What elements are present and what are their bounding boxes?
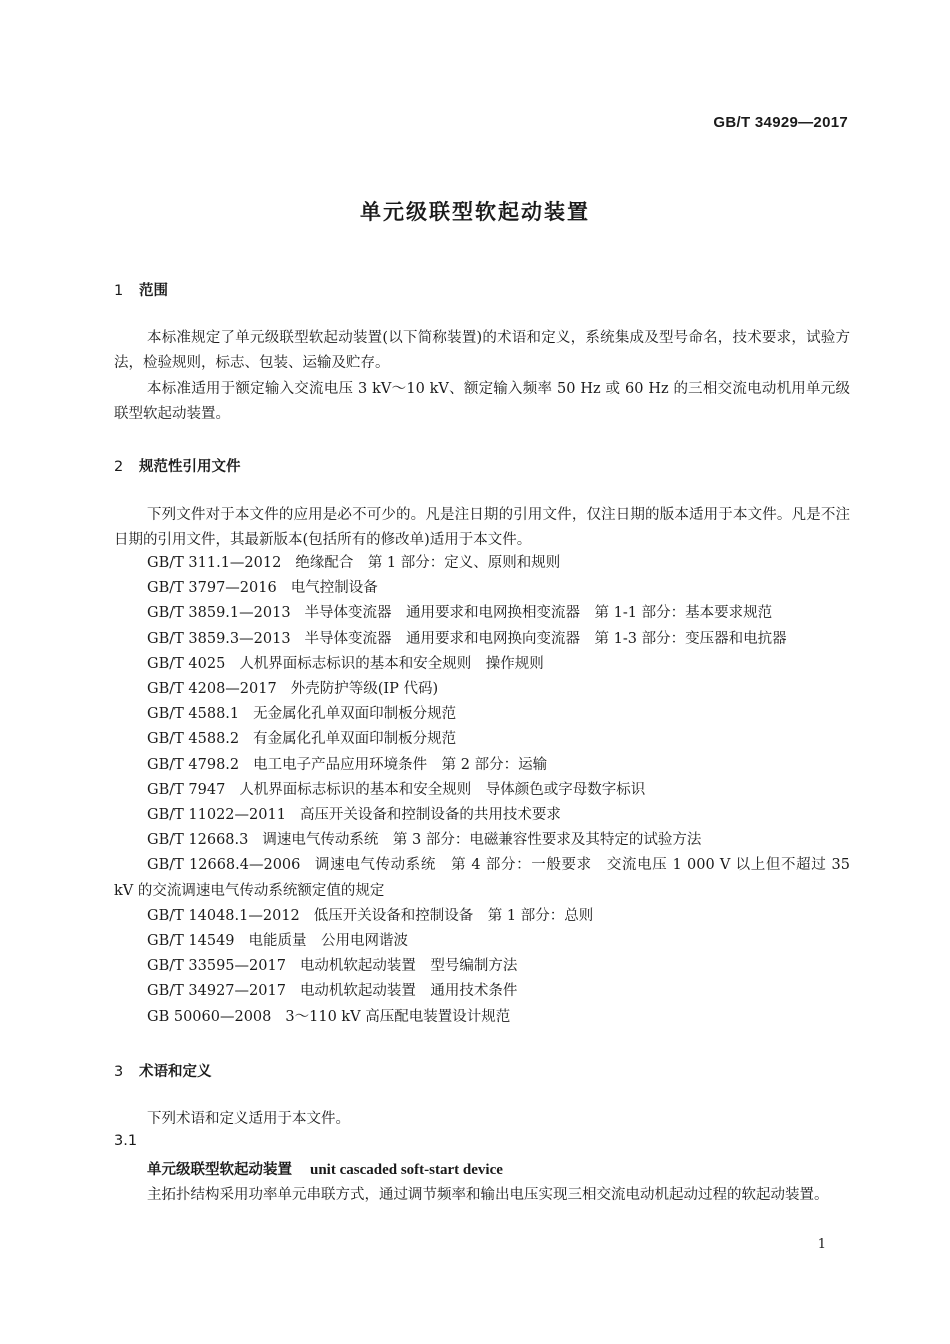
reference-item [114, 1005, 850, 1030]
reference-title: 高压开关设备和控制设备的共用技术要求 [299, 807, 561, 824]
reference-list [114, 551, 850, 1030]
reference-code: GB/T 33595—2017 [147, 958, 286, 975]
term-definition: 主拓扑结构采用功率单元串联方式，通过调节频率和输出电压实现三相交流电动机起动过程的软起动装置。 [147, 1187, 829, 1203]
reference-code: GB/T 34927—2017 [147, 983, 286, 1000]
reference-item [114, 576, 850, 601]
reference-item [114, 803, 850, 828]
reference-item [114, 904, 850, 929]
reference-title: 人机界面标志标识的基本和安全规则 操作规则 [239, 655, 544, 672]
document-title: 单元级联型软起动装置 [360, 200, 590, 224]
reference-code: GB/T 3859.1—2013 [147, 605, 291, 622]
reference-title: 电工电子产品应用环境条件 第 2 部分：运输 [253, 756, 548, 773]
reference-item [114, 551, 850, 576]
scope-paragraph-1: 本标准规定了单元级联型软起动装置(以下简称装置)的术语和定义，系统集成及型号命名，技术要求，试验方法，检验规则，标志、包装、运输及贮存。 [114, 330, 850, 371]
reference-title: 半导体变流器 通用要求和电网换向变流器 第 1-3 部分：变压器和电抗器 [304, 630, 787, 647]
reference-code: GB/T 14549 [147, 933, 235, 950]
reference-item [114, 727, 850, 752]
section-title: 规范性引用文件 [139, 459, 241, 475]
reference-item [114, 954, 850, 979]
reference-title: 电气控制设备 [290, 580, 378, 597]
reference-title: 无金属化孔单双面印制板分规范 [253, 706, 457, 723]
reference-item [114, 853, 850, 903]
reference-item [114, 627, 850, 652]
reference-code: GB/T 4208—2017 [147, 681, 277, 698]
reference-item [114, 601, 850, 626]
reference-title: 调速电气传动系统 第 4 部分：一般要求 交流电压 1 000 V 以上但不超过 35 kV 的交流调速电气传动系统额定值的规定 [114, 857, 850, 899]
terms-intro: 下列术语和定义适用于本文件。 [147, 1111, 350, 1127]
section-heading-normative [114, 455, 241, 476]
reference-code: GB/T 14048.1—2012 [147, 907, 300, 924]
section-title: 术语和定义 [139, 1064, 212, 1080]
reference-code: GB/T 4588.1 [147, 706, 240, 723]
reference-item [114, 652, 850, 677]
normative-intro: 下列文件对于本文件的应用是必不可少的。凡是注日期的引用文件，仅注日期的版本适用于本文件。凡是不注日期的引用文件，其最新版本(包括所有的修改单)适用于本文件。 [114, 507, 850, 548]
section-heading-scope [114, 279, 168, 300]
reference-code: GB/T 12668.4—2006 [147, 857, 301, 874]
reference-code: GB/T 4798.2 [147, 756, 240, 773]
reference-code: GB/T 4588.2 [147, 731, 240, 748]
reference-item [114, 677, 850, 702]
section-number: 1 [114, 283, 124, 299]
reference-title: 电动机软起动装置 型号编制方法 [299, 958, 518, 975]
reference-code: GB/T 7947 [147, 781, 226, 798]
section-heading-terms [114, 1060, 212, 1081]
reference-title: 外壳防护等级(IP 代码) [290, 681, 439, 698]
section-number: 2 [114, 459, 124, 475]
standard-code: GB/T 34929—2017 [713, 114, 848, 131]
reference-code: GB/T 4025 [147, 655, 226, 672]
reference-item [114, 929, 850, 954]
reference-title: 低压开关设备和控制设备 第 1 部分：总则 [313, 907, 594, 924]
reference-item [114, 778, 850, 803]
reference-item [114, 753, 850, 778]
reference-item [114, 702, 850, 727]
term-number: 3.1 [114, 1133, 138, 1149]
reference-code: GB/T 3859.3—2013 [147, 630, 291, 647]
scope-paragraph-2: 本标准适用于额定输入交流电压 3 kV～10 kV、额定输入频率 50 Hz 或 60 Hz 的三相交流电动机用单元级联型软起动装置。 [114, 381, 850, 422]
reference-title: 电动机软起动装置 通用技术条件 [299, 983, 518, 1000]
term-english: unit cascaded soft-start device [310, 1162, 503, 1178]
reference-title: 绝缘配合 第 1 部分：定义、原则和规则 [295, 555, 561, 571]
reference-code: GB/T 3797—2016 [147, 580, 277, 597]
reference-title: 3～110 kV 高压配电装置设计规范 [285, 1008, 511, 1025]
reference-title: 有金属化孔单双面印制板分规范 [253, 731, 457, 748]
reference-code: GB/T 311.1—2012 [147, 555, 282, 571]
reference-item [114, 828, 850, 853]
reference-title: 调速电气传动系统 第 3 部分：电磁兼容性要求及其特定的试验方法 [262, 832, 702, 849]
reference-title: 半导体变流器 通用要求和电网换相变流器 第 1-1 部分：基本要求规范 [304, 605, 773, 622]
term-heading [147, 1158, 503, 1179]
term-chinese: 单元级联型软起动装置 [147, 1162, 292, 1178]
reference-code: GB/T 11022—2011 [147, 807, 286, 824]
page-number: 1 [817, 1237, 826, 1252]
section-title: 范围 [139, 283, 168, 299]
reference-title: 人机界面标志标识的基本和安全规则 导体颜色或字母数字标识 [239, 781, 646, 798]
section-number: 3 [114, 1064, 124, 1080]
reference-code: GB 50060—2008 [147, 1008, 272, 1025]
reference-code: GB/T 12668.3 [147, 832, 249, 849]
reference-title: 电能质量 公用电网谐波 [248, 933, 409, 950]
reference-item [114, 979, 850, 1004]
